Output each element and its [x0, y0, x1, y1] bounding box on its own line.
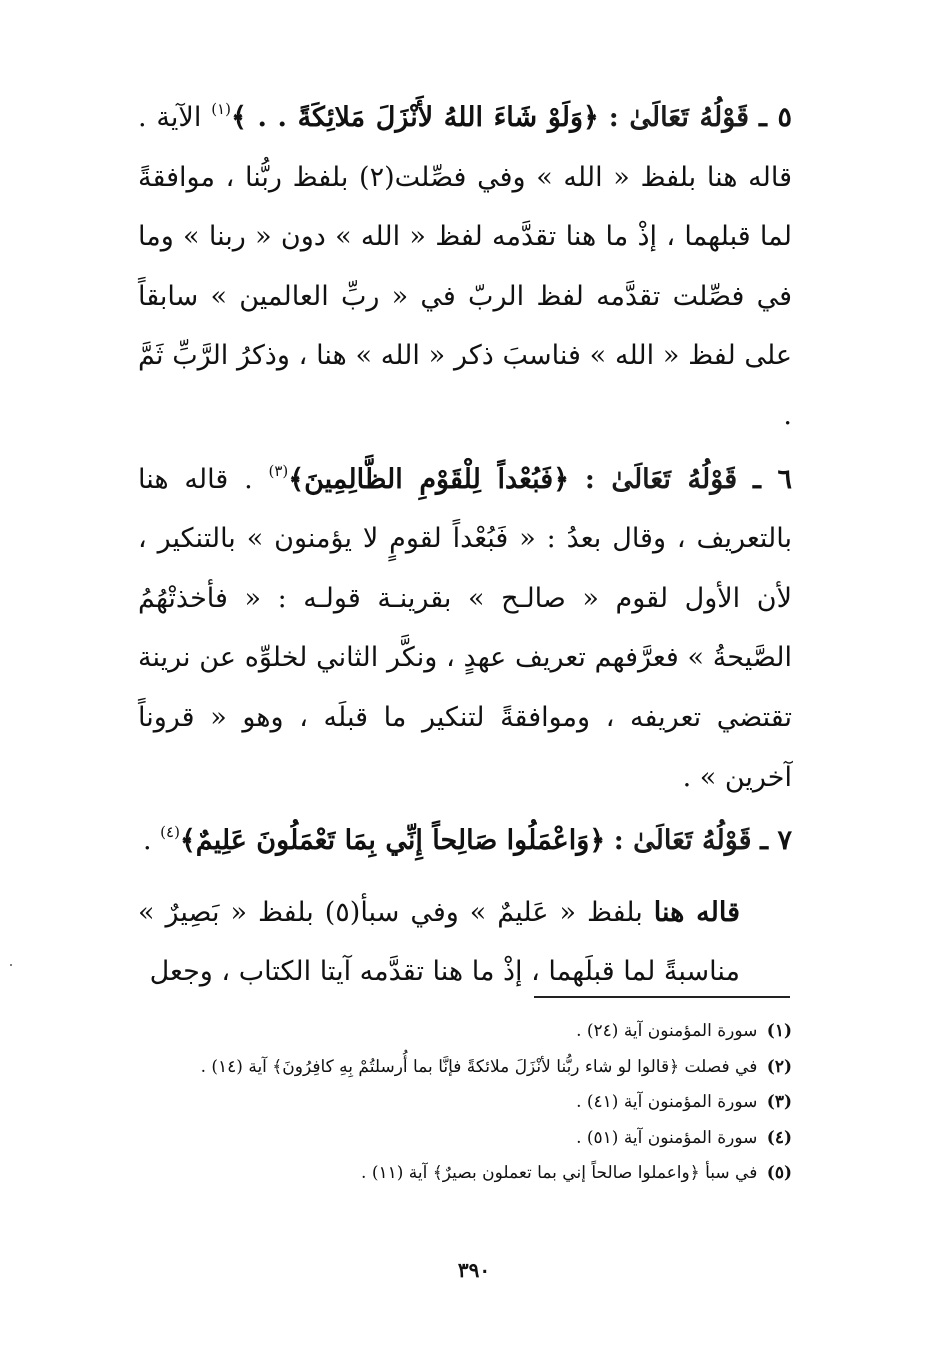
footnote-text: سورة المؤمنون آية (٢٤) .	[576, 1021, 758, 1041]
footnote-2	[138, 1050, 792, 1086]
item-7	[138, 811, 792, 871]
footnote-label: (٢)	[766, 1056, 792, 1077]
footnote-3	[138, 1085, 792, 1121]
item-number: ٧ ـ	[760, 825, 792, 857]
footnote-label: (٤)	[766, 1127, 792, 1148]
item-6	[138, 450, 792, 808]
page-number: ٣٩٠	[457, 1258, 491, 1282]
closing-text: بلفظ « عَليمٌ » وفي سبأ(٥) بلفظ « بَصِيرٌ » مناسبةً لما قبلَهما ، إذْ ما هنا تقدَّمه آيتا الكتاب ، وجعل	[138, 896, 740, 988]
item-number: ٦ ـ	[752, 463, 792, 495]
footnote-text: في سبأ ﴿واعملوا صالحاً إني بما تعملون بصيرٌ﴾ آية (١١) .	[361, 1163, 758, 1183]
commentary-text: الآية . قاله هنا بلفظ « الله » وفي فصِّلت(٢) بلفظ ربُّنا ، موافقةً لما قبلهما ، إذْ ما هنا تقدَّمه لفظ « الله » دون « ربنا » وما في فصِّلت تقدَّمه لفظ الربّ في « ربِّ العالمين » سابقاً على لفظ « الله » فناسبَ ذكر « الله » هنا ، وذكرُ الرَّبِّ ثَمَّ .	[138, 102, 792, 431]
quran-verse: ﴿وَاعْمَلُوا صَالِحاً إِنِّي بِمَا تَعْمَلُونَ عَلِيمٌ﴾	[179, 825, 606, 857]
footnote-text: في فصلت ﴿قالوا لو شاء ربُّنا لأنْزَلَ ملائكةً فإنَّا بما أُرسلتُمْ بِهِ كافِرُونَ﴾ آية (١٤) .	[200, 1056, 758, 1077]
footnote-label: (٣)	[766, 1092, 792, 1112]
footnote-ref: (٤)	[160, 823, 180, 842]
footnotes	[138, 1014, 792, 1192]
item-5	[138, 88, 792, 446]
footnote-ref: (٣)	[268, 461, 289, 480]
item-number: ٥ ـ	[758, 102, 793, 133]
footnote-1	[138, 1014, 792, 1050]
footnote-label: (١)	[766, 1021, 792, 1041]
closing-lead: قاله هنا	[653, 896, 740, 928]
qawl-heading: قَوْلُهُ تَعَالَىٰ :	[584, 463, 738, 495]
quran-verse: ﴿وَلَوْ شَاءَ اللهُ لأَنْزَلَ مَلائِكَةً . . ﴾	[230, 102, 599, 133]
closing-paragraph	[138, 883, 792, 1002]
footnote-label: (٥)	[766, 1163, 792, 1183]
footnote-text: سورة المؤمنون آية (٤١) .	[576, 1092, 758, 1112]
footnote-divider	[534, 996, 790, 998]
footnote-text: سورة المؤمنون آية (٥١) .	[576, 1127, 758, 1148]
qawl-heading: قَوْلُهُ تَعَالَىٰ :	[608, 102, 750, 133]
commentary-text: . قاله هنا بالتعريف ، وقال بعدُ : « فَبُعْداً لقومٍ لا يؤمنون » بالتنكير ، لأن الأول لقوم « صالـح » بقرينـة قولـه : « فأخذتْهُمُ الصَّيحةُ » فعرَّفهم تعريف عهدٍ ، ونكَّر الثاني لخلوِّه عن نرينة تقتضي تعريفه ، وموافقةً لتنكير ما قبلَه ، وهو « قروناً آخرين » .	[138, 463, 792, 793]
footnote-ref: (١)	[211, 100, 231, 118]
qawl-heading: قَوْلُهُ تَعَالَىٰ :	[613, 825, 752, 857]
item-tail: .	[142, 825, 152, 857]
footnote-5	[138, 1156, 792, 1192]
quran-verse: ﴿فَبُعْداً لِلْقَوْمِ الظَّالِمِينَ﴾	[288, 463, 570, 495]
footnote-4	[138, 1121, 792, 1157]
scan-speck	[10, 964, 12, 966]
main-text	[138, 88, 792, 1002]
